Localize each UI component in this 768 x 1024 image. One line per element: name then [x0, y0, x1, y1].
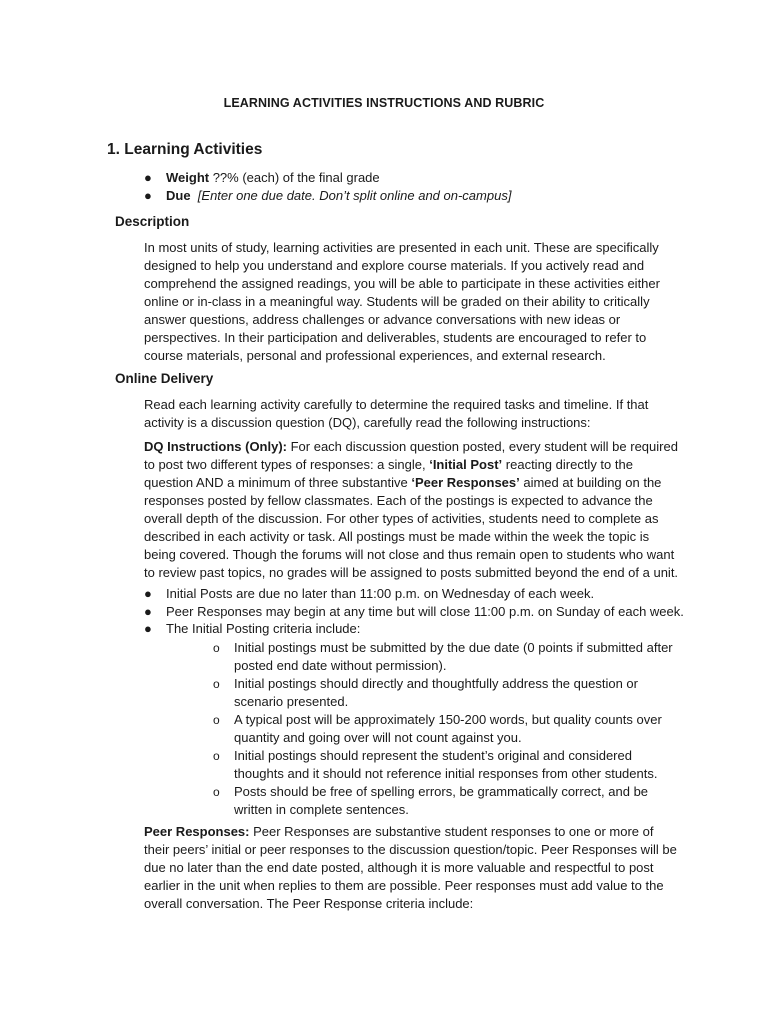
list-item	[213, 711, 673, 747]
bullet-icon: ●	[144, 621, 152, 637]
list-item-text: Initial postings must be submitted by the due date (0 points if submitted after posted end date without permission).	[234, 640, 673, 673]
initial-posting-criteria-list	[213, 639, 673, 819]
description-heading: Description	[115, 214, 190, 229]
list-item	[144, 169, 704, 187]
bullet-icon: ●	[144, 188, 152, 203]
list-item	[144, 585, 684, 603]
bullet-icon: ●	[144, 170, 152, 185]
circle-bullet-icon: o	[213, 641, 220, 655]
due-text: [Enter one due date. Don’t split online and on-campus]	[197, 188, 512, 203]
online-delivery-paragraph: Read each learning activity carefully to determine the required tasks and timeline. If that activity is a discussion question (DQ), carefully read the following instructions:	[144, 397, 649, 430]
list-item	[144, 603, 684, 621]
dq-text-1: For each discussion question posted, every student will be required to post two different types of responses: a single,	[144, 439, 678, 472]
list-item-text: Peer Responses may begin at any time but will close 11:00 p.m. on Sunday of each week.	[166, 603, 684, 619]
list-item	[213, 675, 673, 711]
bullet-icon: ●	[144, 586, 152, 601]
list-item	[144, 187, 704, 205]
peer-responses-term: ‘Peer Responses’	[411, 475, 520, 490]
list-item-text: Initial Posts are due no later than 11:00 p.m. on Wednesday of each week.	[166, 586, 595, 601]
list-item	[213, 639, 673, 675]
peer-responses-paragraph	[144, 823, 680, 913]
peer-responses-label: Peer Responses:	[144, 824, 250, 839]
due-label: Due	[166, 188, 191, 203]
dq-label: DQ Instructions (Only):	[144, 439, 287, 454]
weight-label: Weight	[166, 170, 210, 185]
dq-text-3: aimed at building on the responses posted by fellow classmates. Each of the postings is expected to advance the overall depth of the discussion. For other types of activities, students need to complete as described in each activity or task. All postings must be made within the week the topic is being covered. Though the forums will not close and thus remain open to students who want to review past topics, no grades will be assigned to posts submitted beyond the end of a unit.	[144, 475, 679, 580]
section-heading: 1. Learning Activities	[107, 141, 263, 158]
posting-rules-list	[144, 585, 684, 638]
list-item-text: Initial postings should directly and thoughtfully address the question or scenario presented.	[234, 676, 638, 709]
weight-text: ??% (each) of the final grade	[209, 170, 380, 185]
list-item-text: Initial postings should represent the student’s original and considered thoughts and it should not reference initial responses from other students.	[234, 748, 658, 781]
list-item	[144, 620, 684, 638]
list-item-text: A typical post will be approximately 150-200 words, but quality counts over quantity and going over will not count against you.	[234, 712, 662, 745]
initial-post-term: ‘Initial Post’	[429, 457, 503, 472]
dq-instructions-paragraph	[144, 438, 680, 582]
circle-bullet-icon: o	[213, 677, 220, 691]
grade-info-list	[144, 169, 704, 205]
list-item	[213, 747, 673, 783]
online-delivery-heading: Online Delivery	[115, 371, 214, 386]
dq-text-2: reacting directly to the question AND a minimum of three substantive	[144, 457, 633, 490]
bullet-icon: ●	[144, 603, 152, 619]
peer-responses-text: Peer Responses are substantive student responses to one or more of their peers’ initial or peer responses to the discussion question/topic. Peer Responses will be due no later than the end date posted, although it is more valuable and respectful to post earlier in the unit when replies to them are possible. Peer responses must add value to the overall conversation. The Peer Response criteria include:	[144, 824, 677, 911]
list-item-text: The Initial Posting criteria include:	[166, 621, 361, 637]
list-item	[213, 783, 673, 819]
circle-bullet-icon: o	[213, 713, 220, 727]
document-title: LEARNING ACTIVITIES INSTRUCTIONS AND RUBRIC	[223, 96, 545, 110]
circle-bullet-icon: o	[213, 785, 220, 799]
description-paragraph: In most units of study, learning activities are presented in each unit. These are specifically designed to help you understand and explore course materials. If you actively read and comprehend the assigned readings, you will be able to participate in these activities either online or in-class in a meaningful way. Students will be graded on their ability to critically answer questions, address challenges or advance conversations with new ideas or perspectives. In their participation and deliverables, students are encouraged to refer to course materials, personal and professional experiences, and external research.	[144, 240, 660, 363]
circle-bullet-icon: o	[213, 749, 220, 763]
list-item-text: Posts should be free of spelling errors, be grammatically correct, and be written in complete sentences.	[234, 784, 649, 817]
